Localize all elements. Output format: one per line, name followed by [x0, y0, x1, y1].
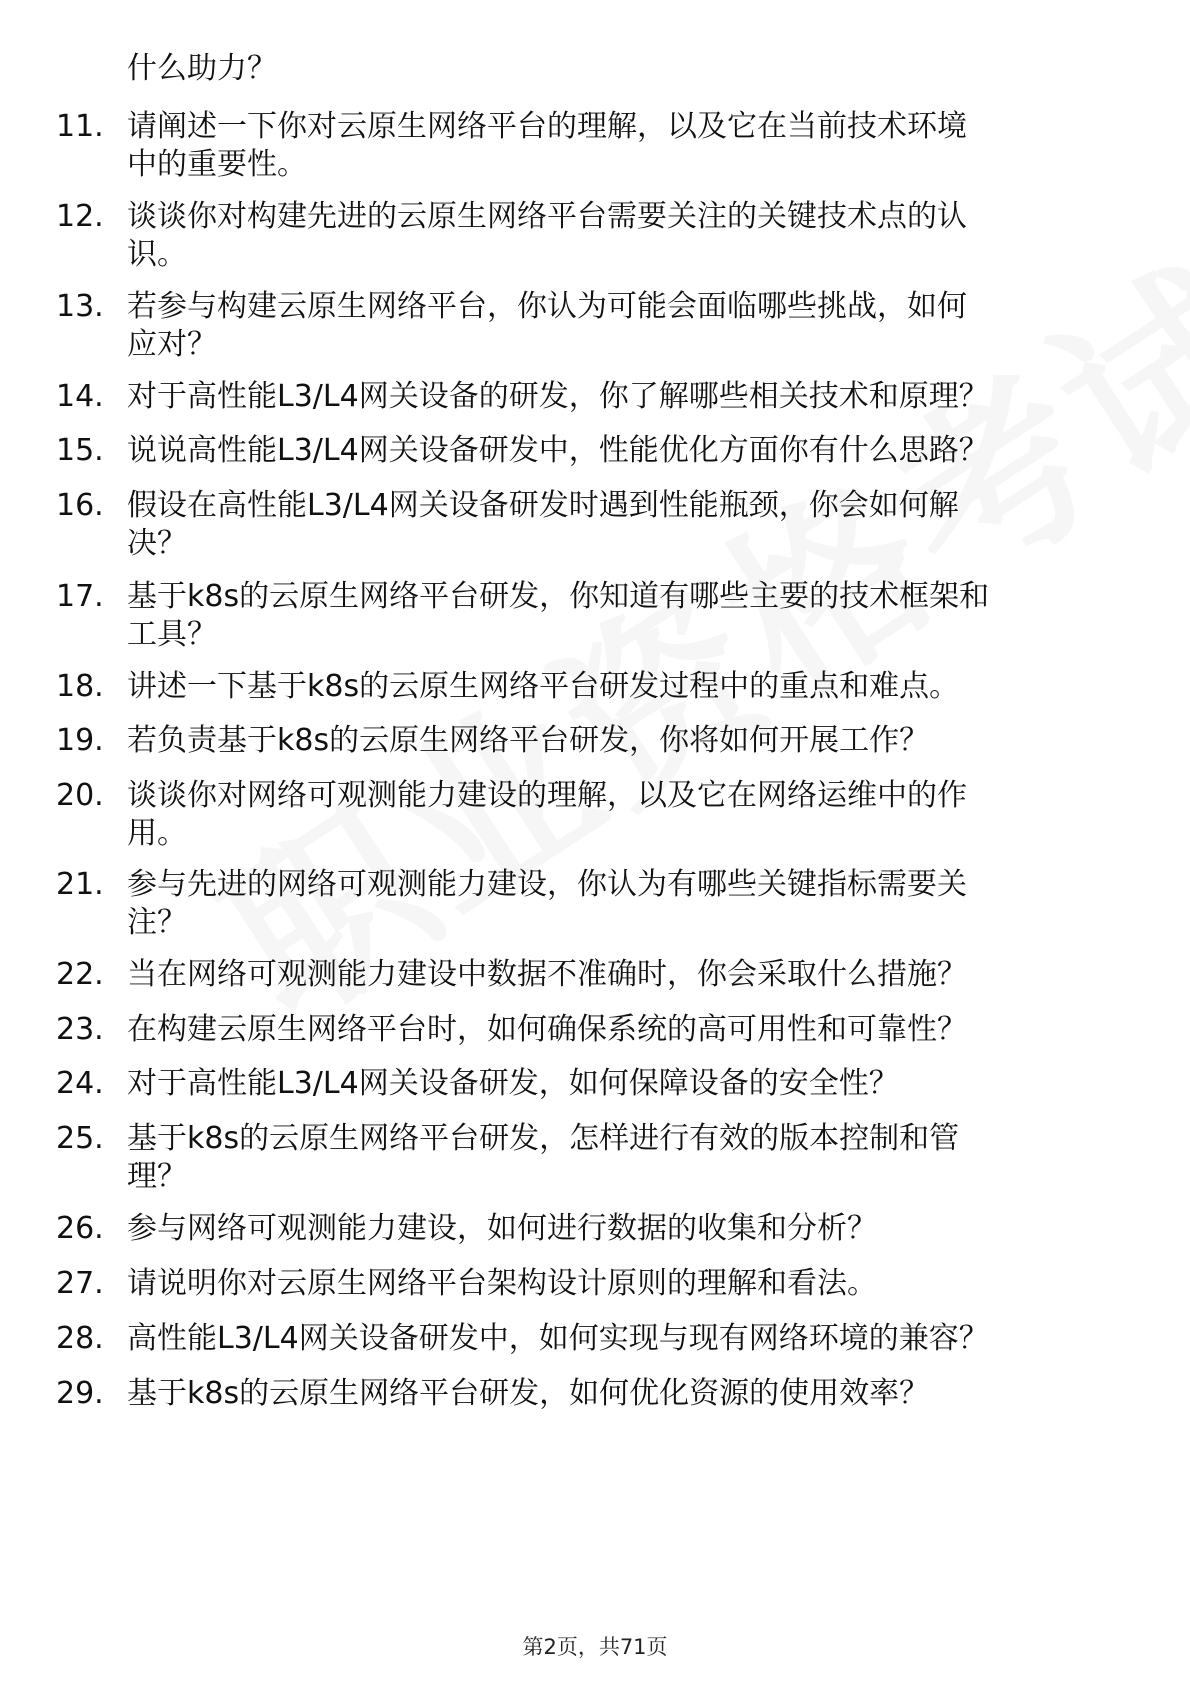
question-number: 13. — [56, 289, 104, 324]
question-number: 19. — [56, 723, 104, 758]
question-number: 15. — [56, 433, 104, 468]
question-text: 基于k8s的云原生网络平台研发，你知道有哪些主要的技术框架和 工具？ — [127, 579, 990, 652]
question-number: 21. — [56, 867, 104, 902]
question-text: 当在网络可观测能力建设中数据不准确时，你会采取什么措施？ — [127, 957, 967, 992]
question-number: 23. — [56, 1012, 104, 1047]
question-number: 22. — [56, 957, 104, 992]
question-text: 请说明你对云原生网络平台架构设计原则的理解和看法。 — [127, 1266, 877, 1301]
question-number: 17. — [56, 579, 104, 614]
question-text: 若参与构建云原生网络平台，你认为可能会面临哪些挑战，如何 应对？ — [127, 289, 967, 362]
question-number: 29. — [56, 1376, 104, 1411]
question-number: 28. — [56, 1321, 104, 1356]
question-number: 16. — [56, 488, 104, 523]
continued-question-text: 什么助力？ — [127, 51, 277, 86]
question-text: 参与先进的网络可观测能力建设，你认为有哪些关键指标需要关 注？ — [127, 867, 967, 940]
question-number: 26. — [56, 1211, 104, 1246]
page-footer: 第2页，共71页 — [522, 1635, 668, 1659]
question-text: 若负责基于k8s的云原生网络平台研发，你将如何开展工作？ — [127, 723, 930, 758]
question-text: 讲述一下基于k8s的云原生网络平台研发过程中的重点和难点。 — [127, 669, 960, 704]
question-text: 在构建云原生网络平台时，如何确保系统的高可用性和可靠性？ — [127, 1012, 967, 1047]
question-number: 25. — [56, 1121, 104, 1156]
question-number: 12. — [56, 199, 104, 234]
question-number: 27. — [56, 1266, 104, 1301]
question-text: 谈谈你对构建先进的云原生网络平台需要关注的关键技术点的认 识。 — [127, 199, 967, 272]
question-text: 说说高性能L3/L4网关设备研发中，性能优化方面你有什么思路？ — [127, 433, 989, 468]
question-text: 谈谈你对网络可观测能力建设的理解，以及它在网络运维中的作 用。 — [127, 778, 967, 851]
question-number: 11. — [56, 109, 104, 144]
question-number: 20. — [56, 778, 104, 813]
question-text: 对于高性能L3/L4网关设备的研发，你了解哪些相关技术和原理？ — [127, 379, 989, 414]
question-text: 参与网络可观测能力建设，如何进行数据的收集和分析？ — [127, 1211, 877, 1246]
question-text: 基于k8s的云原生网络平台研发，如何优化资源的使用效率？ — [127, 1376, 930, 1411]
question-number: 14. — [56, 379, 104, 414]
question-number: 18. — [56, 669, 104, 704]
question-number: 24. — [56, 1066, 104, 1101]
question-text: 高性能L3/L4网关设备研发中，如何实现与现有网络环境的兼容？ — [127, 1321, 989, 1356]
question-text: 基于k8s的云原生网络平台研发，怎样进行有效的版本控制和管 理？ — [127, 1121, 960, 1194]
question-text: 请阐述一下你对云原生网络平台的理解，以及它在当前技术环境 中的重要性。 — [127, 109, 967, 182]
question-text: 对于高性能L3/L4网关设备研发，如何保障设备的安全性？ — [127, 1066, 899, 1101]
question-text: 假设在高性能L3/L4网关设备研发时遇到性能瓶颈，你会如何解 决？ — [127, 488, 959, 561]
